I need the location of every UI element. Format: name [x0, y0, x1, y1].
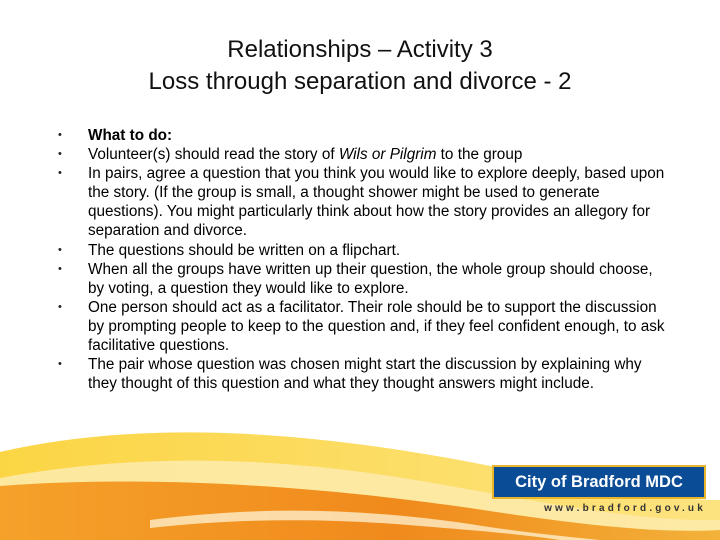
- bullet-text: Volunteer(s) should read the story of Wils or Pilgrim to the group: [88, 146, 523, 164]
- bullet-glyph: •: [58, 358, 62, 371]
- bullet-text: The pair whose question was chosen might start the discussion by explaining why they thought of this question and what they thought answers might include.: [88, 356, 642, 393]
- title-line-1: Relationships – Activity 3: [227, 36, 493, 63]
- title-line-2: Loss through separation and divorce - 2: [148, 68, 572, 95]
- bullet-glyph: •: [58, 262, 62, 275]
- bullet-glyph: •: [58, 129, 62, 141]
- bullet-item-discussion: [58, 355, 668, 393]
- bullet-item-facilitator: [58, 298, 668, 355]
- bullet-item-pairs: [58, 164, 668, 240]
- bullet-text: In pairs, agree a question that you think you would like to explore deeply, based upon the story. (If the group is small, a thought shower might be used to generate questions). You might particularly think about how the story provides an allegory for separation and divorce.: [88, 165, 665, 240]
- bullet-glyph: •: [58, 148, 62, 161]
- bullet-text: When all the groups have written up their question, the whole group should choose, by voting, a question they would like to explore.: [88, 260, 653, 297]
- bullet-text: The questions should be written on a flipchart.: [88, 241, 401, 259]
- slide-title: [0, 34, 720, 98]
- bullet-item-flipchart: [58, 241, 668, 260]
- story-title: Wils or Pilgrim: [338, 146, 437, 164]
- logo-name: City of Bradford MDC: [492, 465, 706, 499]
- bullet-text: One person should act as a facilitator. Their role should be to support the discussion by prompting people to keep to the question and, if they feel confident enough, to ask facilitative questions.: [88, 298, 665, 355]
- bullet-list: [58, 126, 668, 393]
- bradford-logo: [492, 465, 706, 519]
- logo-url: www.bradford.gov.uk: [544, 503, 706, 514]
- bullet-glyph: •: [58, 167, 62, 180]
- bullet-text: What to do:: [88, 127, 173, 144]
- bullet-glyph: •: [58, 243, 62, 256]
- bullet-item-what-to-do: [58, 126, 668, 145]
- bullet-item-volunteer: [58, 145, 668, 164]
- bullet-item-voting: [58, 260, 668, 298]
- bullet-glyph: •: [58, 300, 62, 313]
